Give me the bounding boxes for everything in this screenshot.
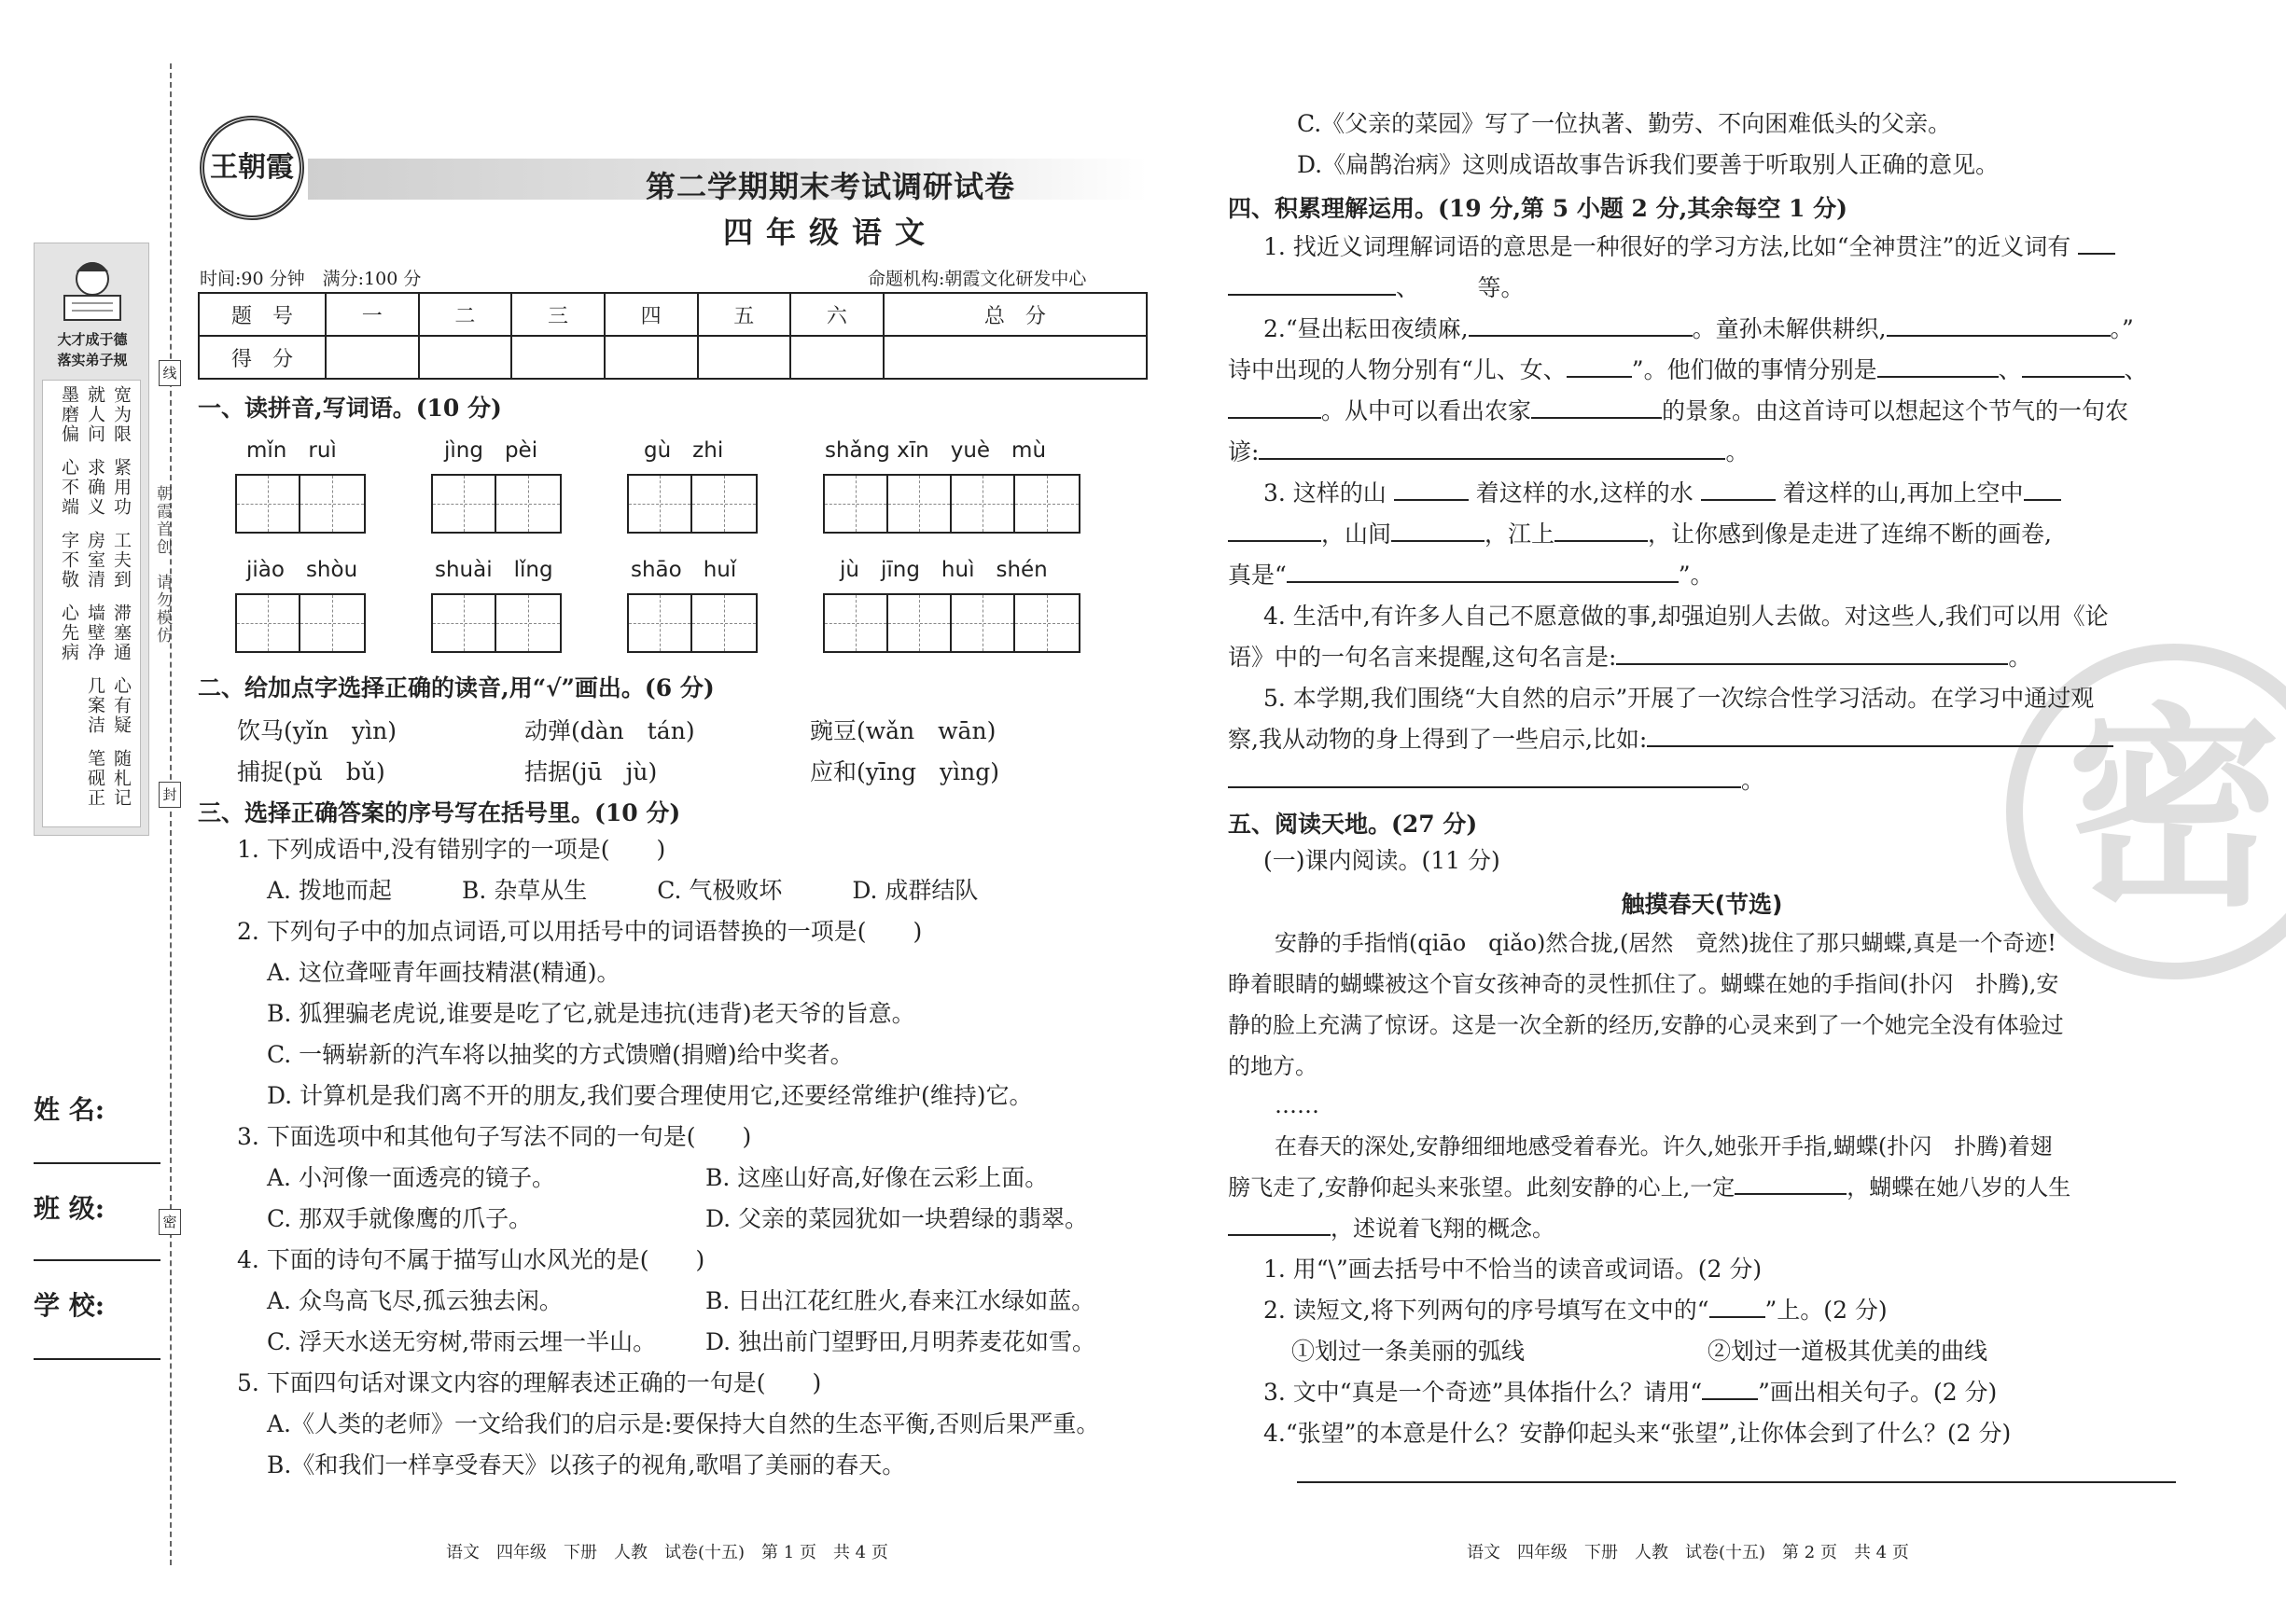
q4-3c: 真是“ ”。 xyxy=(1228,562,1714,589)
exam-subtitle: 四年级语文 xyxy=(722,215,938,250)
passage-title: 触摸春天(节选) xyxy=(1621,891,1783,918)
score-row-label: 得 分 xyxy=(199,336,326,379)
reading-item[interactable]: 动弹(dàn tán) xyxy=(524,717,695,744)
score-cell[interactable] xyxy=(605,336,698,379)
passage-line: 静的脸上充满了惊讶。这是一次全新的经历,安静的心灵来到了一个她完全没有体验过 xyxy=(1228,1012,2064,1038)
option-b[interactable]: B.《和我们一样享受春天》以孩子的视角,歌唱了美丽的春天。 xyxy=(267,1451,906,1478)
reading-item[interactable]: 豌豆(wǎn wān) xyxy=(810,717,997,744)
q5-2: 2. 读短文,将下列两句的序号填写在文中的“ ”上。(2 分) xyxy=(1263,1297,1888,1324)
section-5-sub: (一)课内阅读。(11 分) xyxy=(1263,847,1500,874)
class-label: 班 级: xyxy=(34,1193,105,1224)
motto-col-8: 求确义 xyxy=(85,458,105,517)
q4-3: 3. 这样的山 着这样的水,这样的水 着这样的山,再加上空中 xyxy=(1263,478,2061,509)
q5-4: 4.“张望”的本意是什么？安静仰起头来“张望”,让你体会到了什么？(2 分) xyxy=(1263,1420,2012,1447)
tian-grid-1[interactable] xyxy=(235,474,366,534)
reading-item[interactable]: 应和(yīng yìng) xyxy=(810,758,999,785)
score-head-label: 题 号 xyxy=(199,293,326,336)
tian-grid-8[interactable] xyxy=(823,593,1080,653)
score-cell[interactable] xyxy=(884,336,1147,379)
score-head-total: 总 分 xyxy=(884,293,1147,336)
exam-time: 时间:90 分钟 满分:100 分 xyxy=(200,269,422,289)
reading-item[interactable]: 饮马(yǐn yìn) xyxy=(237,717,397,744)
score-head-2: 二 xyxy=(419,293,512,336)
question-3: 3. 下面选项中和其他句子写法不同的一句是( ) xyxy=(237,1123,752,1150)
sidebar-motto-panel xyxy=(34,243,149,836)
motto-col-14: 心不端 xyxy=(59,458,79,517)
q4-3b: ，山间 ，江上 ，让你感到像是走进了连绵不断的画卷, xyxy=(1228,519,2052,550)
section-4-title: 四、积累理解运用。(19 分,第 5 小题 2 分,其余每空 1 分) xyxy=(1228,195,1847,222)
seal-mark-2: 封 xyxy=(159,782,181,808)
score-head-3: 三 xyxy=(511,293,605,336)
option-d[interactable]: D.《扁鹊治病》这则成语故事告诉我们要善于听取别人正确的意见。 xyxy=(1297,151,2000,178)
answer-line[interactable] xyxy=(1297,1481,2176,1483)
motto-col-13: 墨磨偏 xyxy=(59,385,79,444)
option-b[interactable]: B. 这座山好高,好像在云彩上面。 xyxy=(705,1164,1049,1191)
passage-line: 安静的手指悄(qiāo qiǎo)然合拢,(居然 竟然)拢住了那只蝴蝶,真是一个奇迹! xyxy=(1275,930,2056,956)
pinyin-8: jù jīng huì shén xyxy=(840,558,1048,582)
passage-line: 膀飞走了,安静仰起头来张望。此刻安静的心上,一定 ，蝴蝶在她八岁的人生 xyxy=(1228,1174,2071,1201)
score-cell[interactable] xyxy=(790,336,884,379)
seal-mark-1: 线 xyxy=(159,360,181,386)
option-b[interactable]: B. 狐狸骗老虎说,谁要是吃了它,就是违抗(违背)老天爷的旨意。 xyxy=(267,1000,915,1027)
question-1: 1. 下列成语中,没有错别字的一项是( ) xyxy=(237,836,666,863)
option-c[interactable]: C.《父亲的菜园》写了一位执著、勤劳、不向困难低头的父亲。 xyxy=(1297,110,1952,137)
motto-col-2: 紧用功 xyxy=(111,458,132,517)
q4-5c: 。 xyxy=(1228,765,1764,797)
motto-col-10: 墙壁净 xyxy=(85,604,105,662)
q5-1: 1. 用“\”画去括号中不恰当的读音或词语。(2 分) xyxy=(1263,1256,1763,1283)
motto-col-6: 随札记 xyxy=(111,749,132,808)
option-a[interactable]: A. 这位聋哑青年画技精湛(精通)。 xyxy=(267,959,620,986)
sidebar-motto: 大才成于德 落实弟子规 xyxy=(57,331,128,368)
tian-grid-6[interactable] xyxy=(431,593,562,653)
motto-col-16: 心先病 xyxy=(59,604,79,662)
q4-4: 4. 生活中,有许多人自己不愿意做的事,却强迫别人去做。对这些人,我们可以用《论 xyxy=(1263,603,2109,630)
q4-1b: 、 等。 xyxy=(1228,272,1525,304)
school-field[interactable] xyxy=(34,1358,160,1360)
reading-item[interactable]: 捕捉(pǔ bǔ) xyxy=(237,758,385,785)
motto-col-3: 工夫到 xyxy=(111,531,132,590)
passage-line: ，述说着飞翔的概念。 xyxy=(1228,1213,1554,1244)
score-head-5: 五 xyxy=(698,293,791,336)
footer-right: 语文 四年级 下册 人教 试卷(十五) 第 2 页 共 4 页 xyxy=(1467,1543,1909,1562)
passage-line: 在春天的深处,安静细细地感受着春光。许久,她张开手指,蝴蝶(扑闪 扑腾)着翅 xyxy=(1275,1133,2053,1159)
option-a[interactable]: A. 众鸟高飞尽,孤云独去闲。 xyxy=(267,1287,563,1314)
q5-3: 3. 文中“真是一个奇迹”具体指什么？请用“ ”画出相关句子。(2 分) xyxy=(1263,1379,1998,1406)
name-label: 姓 名: xyxy=(34,1094,105,1125)
exam-title: 第二学期期末考试调研试卷 xyxy=(645,169,1015,204)
passage-line: 的地方。 xyxy=(1228,1053,1317,1079)
q4-4b: 语》中的一句名言来提醒,这句名言是: 。 xyxy=(1228,644,2032,671)
section-1-title: 一、读拼音,写词语。(10 分) xyxy=(198,395,502,422)
option-d[interactable]: D. 独出前门望野田,月明荞麦花如雪。 xyxy=(705,1328,1095,1355)
option-c[interactable]: C. 浮天水送无穷树,带雨云埋一半山。 xyxy=(267,1328,657,1355)
motto-col-5: 心有疑 xyxy=(111,676,132,735)
pinyin-2: jìng pèi xyxy=(444,438,538,463)
pinyin-5: jiào shòu xyxy=(246,558,358,582)
score-cell[interactable] xyxy=(326,336,419,379)
logo-seal: 王朝霞 xyxy=(200,116,304,220)
question-4: 4. 下面的诗句不属于描写山水风光的是( ) xyxy=(237,1246,705,1273)
passage-ellipsis: …… xyxy=(1275,1092,1319,1118)
scholar-icon xyxy=(35,251,150,329)
q5-2-option-1: ①划过一条美丽的弧线 xyxy=(1291,1338,1526,1365)
class-field[interactable] xyxy=(34,1259,160,1261)
section-2-title: 二、给加点字选择正确的读音,用“√”画出。(6 分) xyxy=(198,674,715,701)
school-label: 学 校: xyxy=(34,1290,105,1321)
reading-item[interactable]: 拮据(jū jù) xyxy=(524,758,658,785)
question-2: 2. 下列句子中的加点词语,可以用括号中的词语替换的一项是( ) xyxy=(237,918,923,945)
pinyin-1: mǐn ruì xyxy=(246,438,337,463)
score-cell[interactable] xyxy=(511,336,605,379)
q4-2d: 谚: 。 xyxy=(1228,438,1749,465)
score-head-6: 六 xyxy=(790,293,884,336)
motto-col-11: 几案洁 xyxy=(85,676,105,735)
section-5-title: 五、阅读天地。(27 分) xyxy=(1228,811,1478,838)
seal-mark-3: 密 xyxy=(159,1209,181,1235)
q4-2c: 。从中可以看出农家 的景象。由这首诗可以想起这个节气的一句农 xyxy=(1228,396,2128,427)
tian-grid-7[interactable] xyxy=(627,593,758,653)
option-d[interactable]: D. 计算机是我们离不开的朋友,我们要合理使用它,还要经常维护(维持)它。 xyxy=(267,1082,1033,1109)
name-field[interactable] xyxy=(34,1162,160,1164)
pinyin-6: shuài lǐng xyxy=(435,558,553,582)
pinyin-4: shǎng xīn yuè mù xyxy=(825,438,1047,463)
motto-col-7: 就人问 xyxy=(85,385,105,444)
motto-col-1: 宽为限 xyxy=(111,385,132,444)
option-d[interactable]: D. 父亲的菜园犹如一块碧绿的翡翠。 xyxy=(705,1205,1089,1232)
q5-2-option-2: ②划过一道极其优美的曲线 xyxy=(1708,1338,1988,1365)
option-b[interactable]: B. 日出江花红胜火,春来江水绿如蓝。 xyxy=(705,1287,1095,1314)
pinyin-3: gù zhi xyxy=(644,438,724,463)
option-a[interactable]: A.《人类的老师》一文给我们的启示是:要保持大自然的生态平衡,否则后果严重。 xyxy=(267,1410,1100,1437)
footer-left: 语文 四年级 下册 人教 试卷(十五) 第 1 页 共 4 页 xyxy=(446,1543,888,1562)
q4-2b: 诗中出现的人物分别有“儿、女、 ”。他们做的事情分别是 、 、 xyxy=(1228,356,2148,383)
option-c[interactable]: C. 那双手就像鹰的爪子。 xyxy=(267,1205,533,1232)
motto-col-4: 滞塞通 xyxy=(111,604,132,662)
q4-1: 1. 找近义词理解词语的意思是一种很好的学习方法,比如“全神贯注”的近义词有 xyxy=(1263,231,2115,263)
vertical-note: 朝霞首创 请勿模仿 xyxy=(153,485,172,645)
section-3-title: 三、选择正确答案的序号写在括号里。(10 分) xyxy=(198,799,681,826)
q4-2: 2.“昼出耘田夜绩麻, 。童孙未解供耕织, 。” xyxy=(1263,315,2134,342)
motto-col-9: 房室清 xyxy=(85,531,105,590)
score-head-1: 一 xyxy=(326,293,419,336)
pinyin-7: shāo huǐ xyxy=(631,558,737,582)
fold-line xyxy=(170,63,172,1565)
exam-org: 命题机构:朝霞文化研发中心 xyxy=(868,269,1087,289)
option-a[interactable]: A. 小河像一面透亮的镜子。 xyxy=(267,1164,555,1191)
motto-col-15: 字不敬 xyxy=(59,531,79,590)
score-head-4: 四 xyxy=(605,293,698,336)
question-5: 5. 下面四句话对课文内容的理解表述正确的一句是( ) xyxy=(237,1369,822,1396)
score-cell[interactable] xyxy=(419,336,512,379)
option-line[interactable]: A. 拨地而起 B. 杂草从生 C. 气极败坏 D. 成群结队 xyxy=(267,877,979,904)
q4-5: 5. 本学期,我们围绕“大自然的启示”开展了一次综合性学习活动。在学习中通过观 xyxy=(1263,685,2095,712)
q4-5b: 察,我从动物的身上得到了一些启示,比如: xyxy=(1228,724,2113,756)
score-table xyxy=(198,292,1148,380)
tian-grid-4[interactable] xyxy=(823,474,1080,534)
option-c[interactable]: C. 一辆崭新的汽车将以抽奖的方式馈赠(捐赠)给中奖者。 xyxy=(267,1041,854,1068)
watermark-seal: 密 xyxy=(2006,644,2286,979)
score-cell[interactable] xyxy=(698,336,791,379)
motto-col-12: 笔砚正 xyxy=(85,749,105,808)
tian-grid-5[interactable] xyxy=(235,593,366,653)
tian-grid-2[interactable] xyxy=(431,474,562,534)
tian-grid-3[interactable] xyxy=(627,474,758,534)
passage-line: 睁着眼睛的蝴蝶被这个盲女孩神奇的灵性抓住了。蝴蝶在她的手指间(扑闪 扑腾),安 xyxy=(1228,971,2059,997)
